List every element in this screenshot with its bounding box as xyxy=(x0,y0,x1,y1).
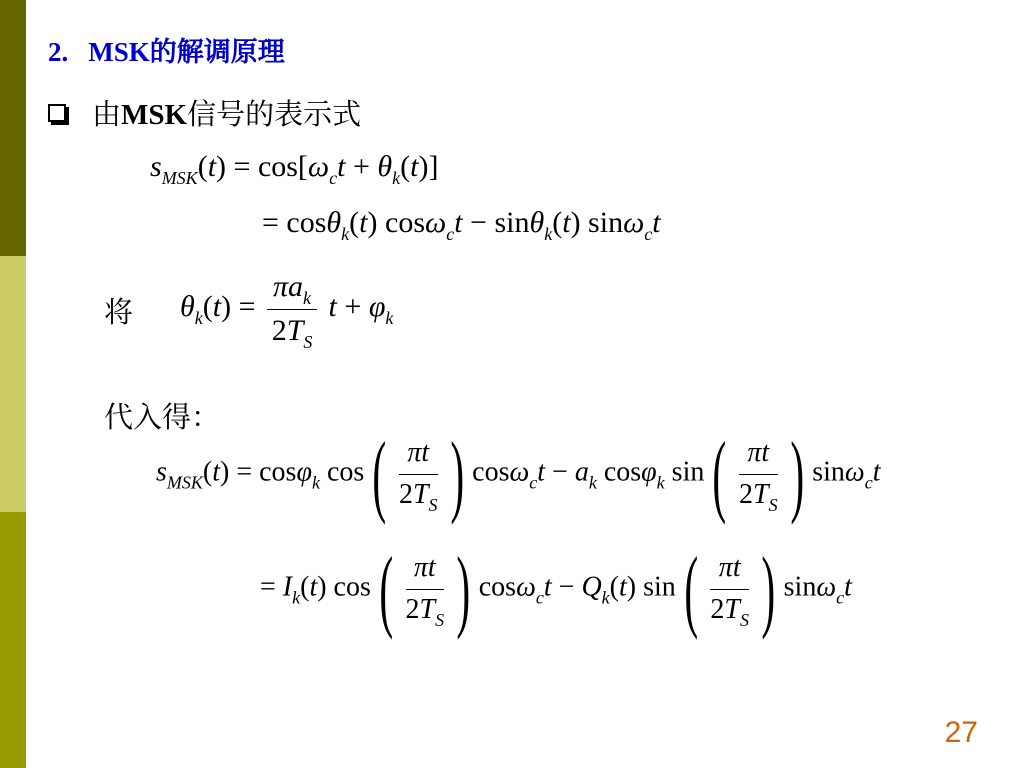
slide-heading xyxy=(48,30,285,69)
result-label: 代入得： xyxy=(104,402,221,434)
fraction-pi-ak: $\frac{\pi a_k}{2T_S}$ xyxy=(267,270,317,348)
equation-2: = cosθ$_k$(t) cosω$_c$t − sinθ$_k$(t) sinω$_c$t xyxy=(262,206,661,244)
substitute-label: 将 xyxy=(104,297,134,329)
sidebar-band-middle xyxy=(0,256,26,512)
equation-3: $\theta_k(t)$ = $\frac{\pi a_k}{2T_S}$ $t + \varphi_k$ xyxy=(180,270,394,352)
equation-1: $s_{MSK}(t) = \cos[\omega_ct + \theta_k(t)]$ xyxy=(150,150,439,188)
bullet-item xyxy=(48,92,361,133)
equation-4: $s_{MSK}(t) = \cos\varphi_k$ cos( $\frac{\pi t}{2T_S}$ ) $\cos\omega_ct - a_k$ cosφ$_k$ sin( $\frac{\pi t}{2T_S}$ ) sinω$_c$t xyxy=(156,423,881,525)
heading-number: 2. xyxy=(48,37,69,67)
bullet-bold: MSK xyxy=(121,99,188,131)
sidebar-band-top xyxy=(0,0,26,256)
bullet-prefix: 由 xyxy=(92,99,122,131)
heading-text: MSK的解调原理 xyxy=(88,37,285,67)
bullet-suffix: 信号的表示式 xyxy=(187,99,362,131)
checkbox-bullet-icon xyxy=(48,104,66,122)
page-number: 27 xyxy=(944,716,978,749)
equation-5: = $I_k(t)$ cos( $\frac{\pi t}{2T_S}$ ) $\cos\omega_ct - Q_k(t)$ sin( $\frac{\pi t}{2T_S}$ ) sinω$_c$t xyxy=(260,538,852,640)
sidebar-band-bottom xyxy=(0,512,26,768)
